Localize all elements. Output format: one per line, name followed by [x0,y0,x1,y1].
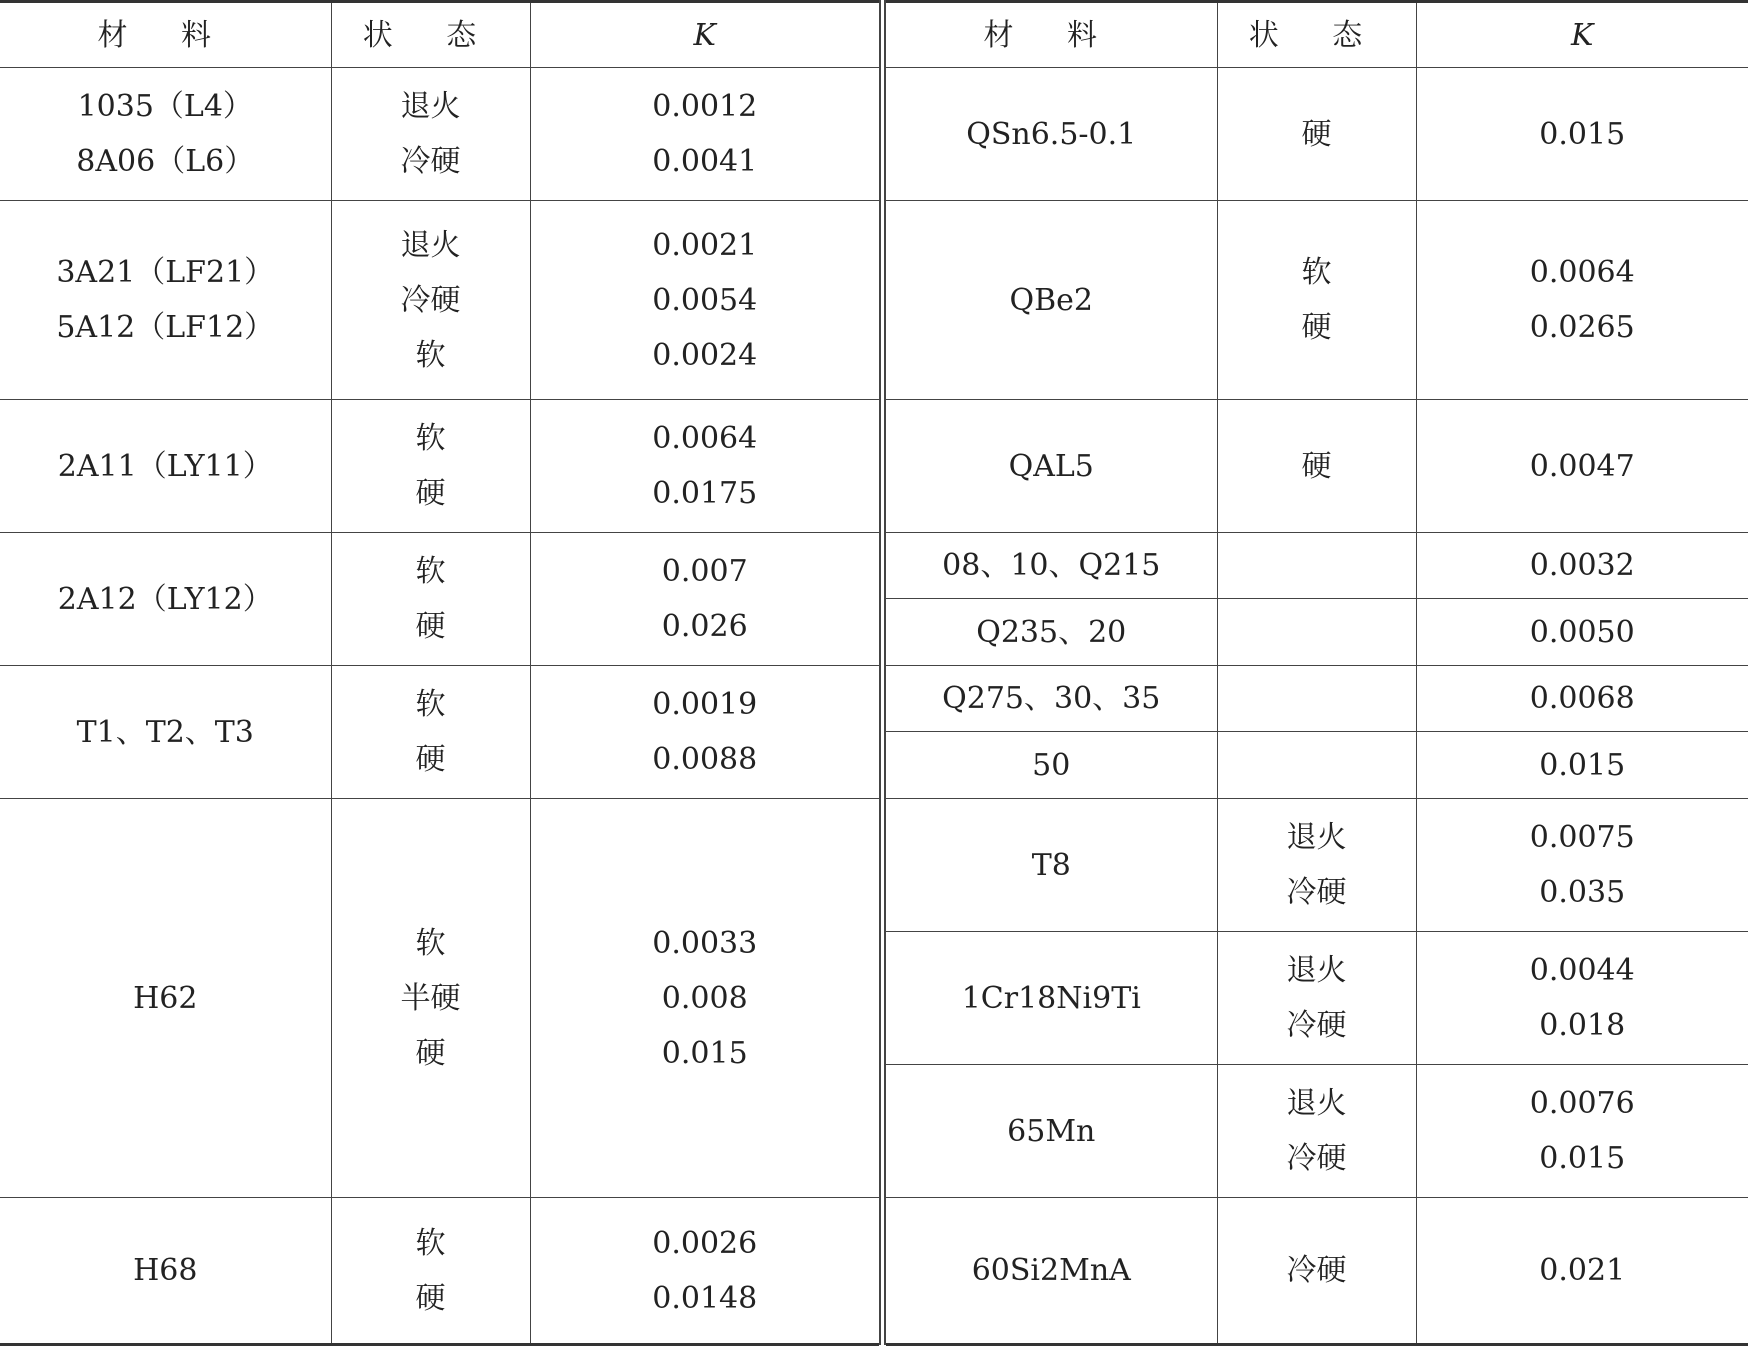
cell-state [331,68,530,201]
k-value: 0.018 [1417,998,1748,1053]
cell-material [886,68,1217,201]
table-row [886,732,1748,799]
k-value: 0.015 [1417,107,1748,162]
material-value: Q275、30、35 [886,671,1217,726]
cell-state [1217,533,1416,599]
cell-material [886,799,1217,932]
table-row [886,932,1748,1065]
cell-k [530,201,879,400]
material-value: 8A06（L6） [0,134,331,189]
k-value: 0.0044 [1417,943,1748,998]
cell-k [1416,1065,1748,1198]
header-k: K [530,2,879,68]
cell-material [0,533,331,666]
material-value: 5A12（LF12） [0,300,331,355]
state-value: 硬 [332,732,530,787]
k-value: 0.0033 [531,916,880,971]
cell-state [331,533,530,666]
cell-state [331,799,530,1198]
state-value: 冷硬 [1218,1243,1416,1298]
cell-k [1416,599,1748,666]
header-state: 状 态 [331,2,530,68]
k-value: 0.0075 [1417,810,1748,865]
cell-material [886,1198,1217,1345]
cell-k [1416,666,1748,732]
cell-k [1416,201,1748,400]
cell-state [1217,68,1416,201]
cell-state [1217,666,1416,732]
k-value: 0.0076 [1417,1076,1748,1131]
state-value: 软 [332,544,530,599]
cell-material [0,666,331,799]
state-value: 退火 [332,218,530,273]
k-value: 0.0148 [531,1271,880,1326]
material-value: QAL5 [886,439,1217,494]
table-row [0,799,879,1198]
table-row [0,201,879,400]
cell-material [886,201,1217,400]
material-value: 65Mn [886,1104,1217,1159]
cell-material [886,1065,1217,1198]
cell-k [1416,932,1748,1065]
material-value: 1035（L4） [0,79,331,134]
k-value: 0.0012 [531,79,880,134]
cell-material [886,400,1217,533]
cell-material [886,666,1217,732]
cell-k [1416,400,1748,533]
cell-state [1217,732,1416,799]
state-value: 软 [332,677,530,732]
k-value: 0.0021 [531,218,880,273]
state-value: 硬 [332,466,530,521]
k-value: 0.015 [1417,738,1748,793]
table-row [886,1198,1748,1345]
material-value: 2A12（LY12） [0,572,331,627]
state-value: 硬 [1218,107,1416,162]
material-value: 2A11（LY11） [0,439,331,494]
cell-k [530,68,879,201]
cell-state [1217,1198,1416,1345]
material-value: QBe2 [886,273,1217,328]
material-value: 50 [886,738,1217,793]
table-row [0,666,879,799]
state-value: 冷硬 [1218,998,1416,1053]
state-value: 软 [332,916,530,971]
cell-material [0,68,331,201]
material-value: QSn6.5-0.1 [886,107,1217,162]
state-value: 软 [332,411,530,466]
cell-k [530,1198,879,1345]
material-value: 60Si2MnA [886,1243,1217,1298]
k-value: 0.0175 [531,466,880,521]
material-value: T1、T2、T3 [0,705,331,760]
header-state: 状 态 [1217,2,1416,68]
right-table [886,0,1748,1346]
header-row [886,2,1748,68]
state-value: 退火 [332,79,530,134]
material-value: H62 [0,971,331,1026]
state-value: 硬 [332,599,530,654]
k-value: 0.0088 [531,732,880,787]
cell-k [530,799,879,1198]
column-divider [879,0,881,1345]
k-value: 0.007 [531,544,880,599]
cell-k [1416,799,1748,932]
material-value: 3A21（LF21） [0,245,331,300]
state-value: 硬 [1218,300,1416,355]
header-k: K [1416,2,1748,68]
k-value: 0.0050 [1417,605,1748,660]
k-value: 0.015 [1417,1131,1748,1186]
table-row [886,400,1748,533]
cell-k [1416,533,1748,599]
state-value: 冷硬 [1218,865,1416,920]
state-value: 软 [1218,245,1416,300]
table-row [0,400,879,533]
k-value: 0.0032 [1417,538,1748,593]
state-value: 冷硬 [332,273,530,328]
material-value: T8 [886,838,1217,893]
material-value: 08、10、Q215 [886,538,1217,593]
k-value: 0.0068 [1417,671,1748,726]
table-row [0,533,879,666]
k-value: 0.021 [1417,1243,1748,1298]
k-value: 0.0024 [531,328,880,383]
header-row [0,2,879,68]
cell-state [331,400,530,533]
material-value: Q235、20 [886,605,1217,660]
k-value: 0.0064 [531,411,880,466]
k-value: 0.0041 [531,134,880,189]
table-row [886,599,1748,666]
cell-state [331,666,530,799]
cell-state [1217,400,1416,533]
material-value: H68 [0,1243,331,1298]
cell-material [0,201,331,400]
cell-state [1217,201,1416,400]
table-row [886,201,1748,400]
cell-state [1217,932,1416,1065]
table-row [886,666,1748,732]
cell-material [0,400,331,533]
cell-state [331,201,530,400]
header-material: 材 料 [0,2,331,68]
table-row [0,68,879,201]
k-value: 0.015 [531,1026,880,1081]
cell-material [0,1198,331,1345]
k-value: 0.035 [1417,865,1748,920]
state-value: 退火 [1218,943,1416,998]
cell-k [1416,68,1748,201]
k-value: 0.0064 [1417,245,1748,300]
cell-k [530,666,879,799]
k-value: 0.0265 [1417,300,1748,355]
state-value: 退火 [1218,810,1416,865]
k-value: 0.0019 [531,677,880,732]
state-value: 硬 [332,1271,530,1326]
cell-material [886,533,1217,599]
state-value: 硬 [332,1026,530,1081]
cell-material [886,932,1217,1065]
material-value: 1Cr18Ni9Ti [886,971,1217,1026]
state-value: 冷硬 [332,134,530,189]
state-value: 半硬 [332,971,530,1026]
cell-state [331,1198,530,1345]
k-value: 0.026 [531,599,880,654]
k-value: 0.008 [531,971,880,1026]
cell-material [886,732,1217,799]
cell-material [0,799,331,1198]
k-value: 0.0047 [1417,439,1748,494]
state-value: 软 [332,1216,530,1271]
state-value: 硬 [1218,439,1416,494]
state-value: 冷硬 [1218,1131,1416,1186]
table-row [886,799,1748,932]
table-row [886,1065,1748,1198]
cell-k [530,400,879,533]
table-row [886,533,1748,599]
state-value: 软 [332,328,530,383]
table-row [886,68,1748,201]
header-material: 材 料 [886,2,1217,68]
cell-state [1217,599,1416,666]
k-value: 0.0054 [531,273,880,328]
cell-k [530,533,879,666]
table-row [0,1198,879,1345]
state-value: 退火 [1218,1076,1416,1131]
cell-state [1217,1065,1416,1198]
cell-k [1416,1198,1748,1345]
cell-material [886,599,1217,666]
k-value: 0.0026 [531,1216,880,1271]
cell-k [1416,732,1748,799]
cell-state [1217,799,1416,932]
